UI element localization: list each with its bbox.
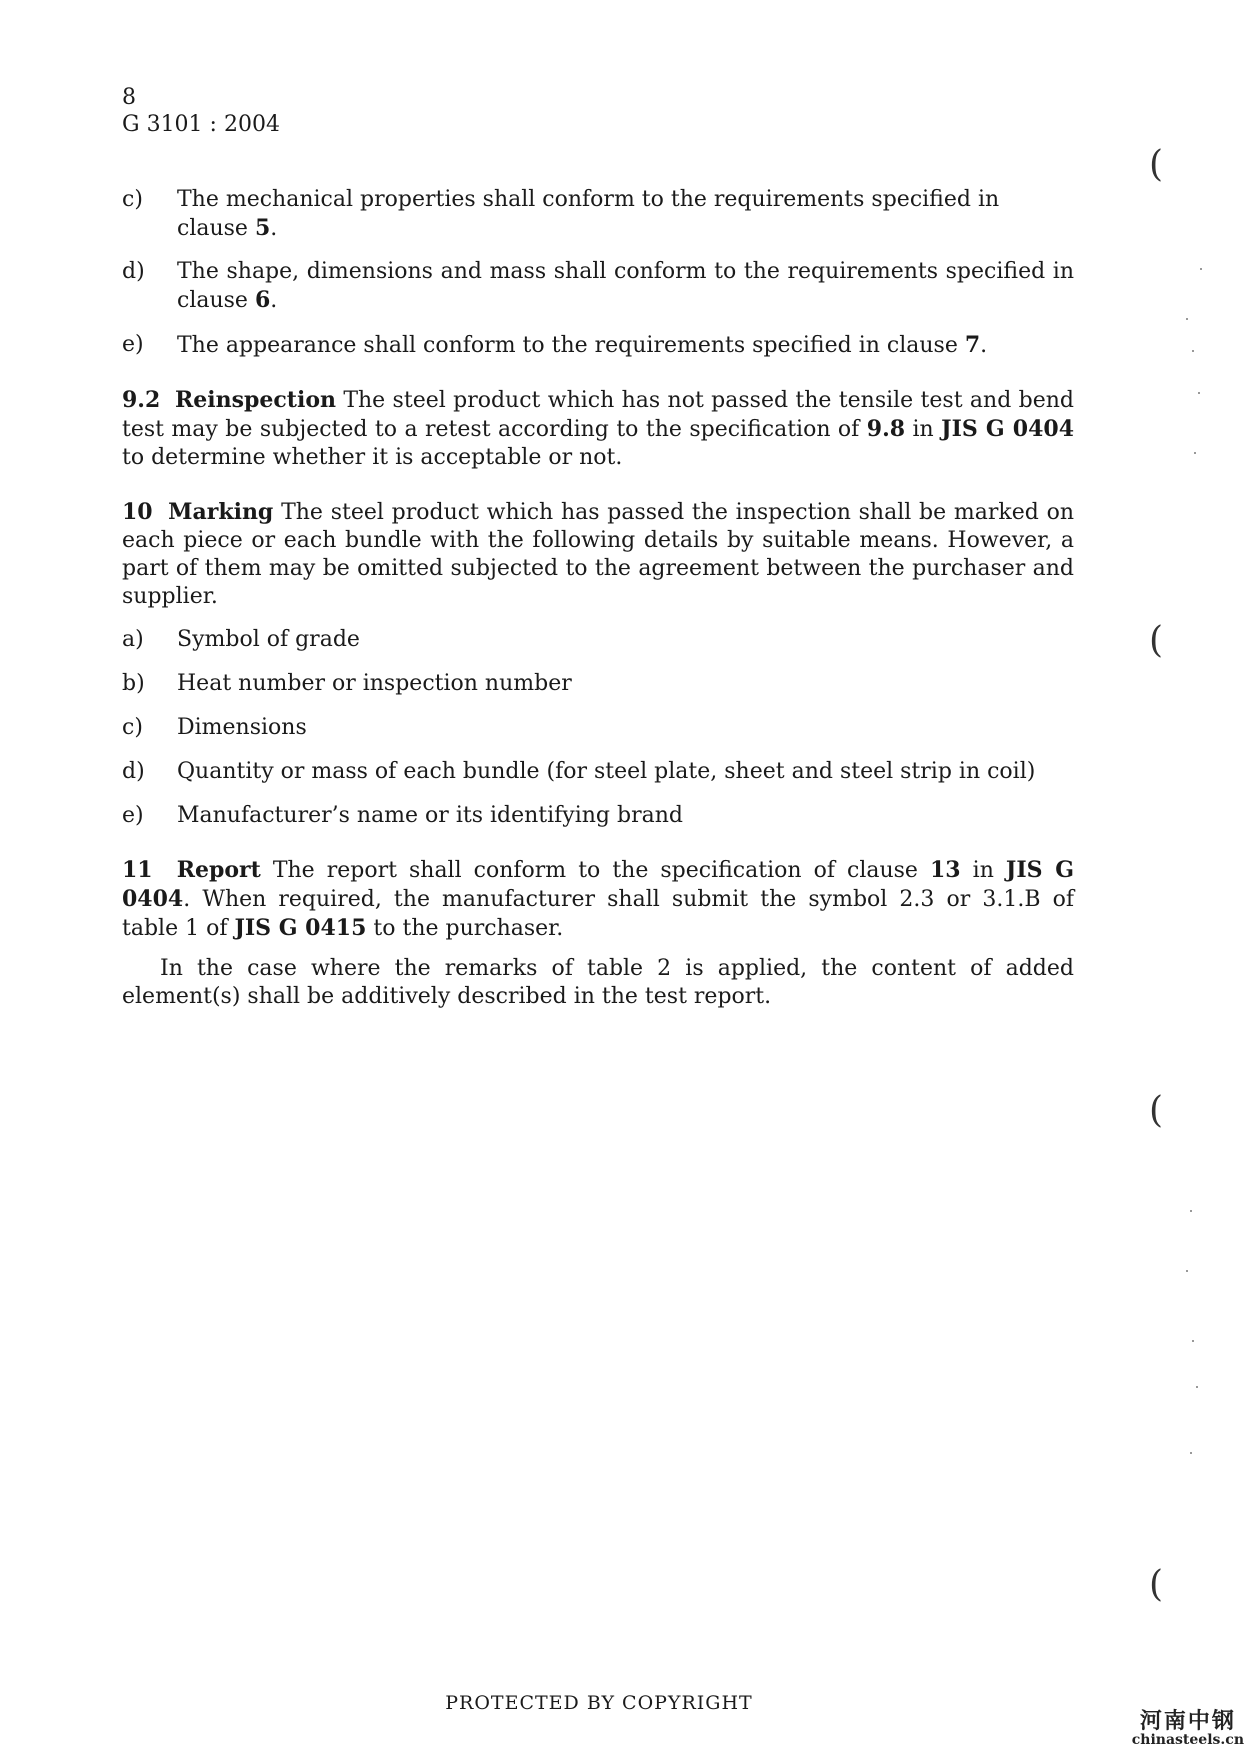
section-number: 11	[122, 857, 153, 883]
section-title: Marking	[168, 499, 274, 525]
section-title: Reinspection	[175, 387, 336, 413]
list-item-label: d)	[122, 259, 145, 284]
watermark-logo: 河南中钢	[1139, 1708, 1236, 1734]
standard-ref: JIS G 0404	[941, 416, 1075, 442]
margin-mark: (	[1149, 144, 1164, 185]
list-item-text: Symbol of grade	[177, 627, 360, 652]
paragraph-text: . When required, the manufacturer shall submit the symbol 2.3 or 3.1.B of table 1 of	[122, 887, 1074, 941]
section-title: Report	[176, 857, 261, 883]
list-item	[122, 258, 1074, 315]
scan-speck	[1192, 350, 1194, 352]
list-item	[122, 714, 1074, 742]
list-item-label: e)	[122, 803, 144, 828]
clause-ref: 5	[254, 215, 271, 241]
list-item-text: The shape, dimensions and mass shall conform to the requirements specified in clause	[177, 259, 1074, 313]
clause-ref: 7	[964, 332, 981, 358]
list-item-label: d)	[122, 759, 145, 784]
punctuation: .	[270, 216, 278, 241]
margin-mark: (	[1149, 1564, 1164, 1605]
list-item	[122, 758, 1074, 786]
list-item	[122, 670, 1074, 698]
list-item-text: Manufacturer’s name or its identifying brand	[177, 803, 683, 828]
paragraph-text: in	[960, 858, 1006, 883]
copyright-footer: PROTECTED BY COPYRIGHT	[445, 1692, 753, 1714]
scan-speck	[1192, 1340, 1194, 1342]
section-11-paragraph-2: In the case where the remarks of table 2 is applied, the content of added element(s) shall be additively described in the test report.	[122, 956, 1074, 1009]
punctuation: .	[270, 288, 278, 313]
section-11-paragraph	[122, 856, 1074, 943]
scan-speck	[1196, 1386, 1198, 1388]
scan-speck	[1186, 318, 1188, 320]
standard-ref: JIS G 0404	[122, 857, 1074, 912]
watermark-url: chinasteels.cn	[1131, 1732, 1244, 1748]
punctuation: .	[980, 333, 988, 358]
scan-speck	[1200, 268, 1202, 270]
list-item-label: c)	[122, 715, 143, 740]
page-number: 8	[122, 85, 136, 110]
list-item	[122, 186, 1074, 243]
scan-speck	[1186, 1270, 1188, 1272]
standard-ref: JIS G 0415	[234, 915, 367, 941]
paragraph-text: The report shall conform to the specification of clause	[260, 858, 930, 883]
paragraph-text: in	[905, 417, 942, 442]
margin-mark: (	[1149, 1090, 1164, 1131]
list-item	[122, 626, 1074, 654]
page-header	[122, 84, 280, 138]
list-item	[122, 331, 1074, 360]
list-item-text: Dimensions	[177, 715, 307, 740]
section-9-2-paragraph	[122, 386, 1074, 472]
clause-ref: 9.8	[866, 416, 906, 442]
list-item-text: Quantity or mass of each bundle (for steel plate, sheet and steel strip in coil)	[177, 759, 1036, 784]
list-item-label: c)	[122, 187, 143, 212]
document-body	[122, 186, 1074, 1011]
section-number: 10	[122, 499, 153, 525]
paragraph-text: to determine whether it is acceptable or not.	[122, 445, 623, 470]
paragraph-text: The steel product which has not passed the tensile test and bend test may be subjected to a retest according to the specification of	[122, 388, 1074, 442]
paragraph-text: The steel product which has passed the inspection shall be marked on each piece or each bundle with the following details by suitable means. However, a part of them may be omitted subjected to the agreement between the purchaser and supplier.	[122, 500, 1074, 609]
scan-speck	[1198, 392, 1200, 394]
list-item-text: The mechanical properties shall conform to the requirements specified in clause	[177, 187, 1000, 241]
watermark	[1132, 1710, 1244, 1748]
section-number: 9.2	[122, 387, 161, 413]
section-10-paragraph	[122, 498, 1074, 611]
list-item-text: Heat number or inspection number	[177, 671, 572, 696]
scan-speck	[1190, 1210, 1192, 1212]
list-item-label: a)	[122, 627, 144, 652]
scan-speck	[1190, 1452, 1192, 1454]
list-item-label: b)	[122, 671, 145, 696]
clause-ref: 6	[254, 287, 271, 313]
list-item-label: e)	[122, 332, 144, 357]
scan-speck	[1194, 452, 1196, 454]
list-item-text: The appearance shall conform to the requirements specified in clause	[177, 333, 965, 358]
standard-id: G 3101 : 2004	[122, 112, 280, 137]
clause-ref: 13	[930, 857, 961, 883]
margin-mark: (	[1149, 620, 1164, 661]
paragraph-text: to the purchaser.	[366, 916, 564, 941]
list-item	[122, 802, 1074, 830]
